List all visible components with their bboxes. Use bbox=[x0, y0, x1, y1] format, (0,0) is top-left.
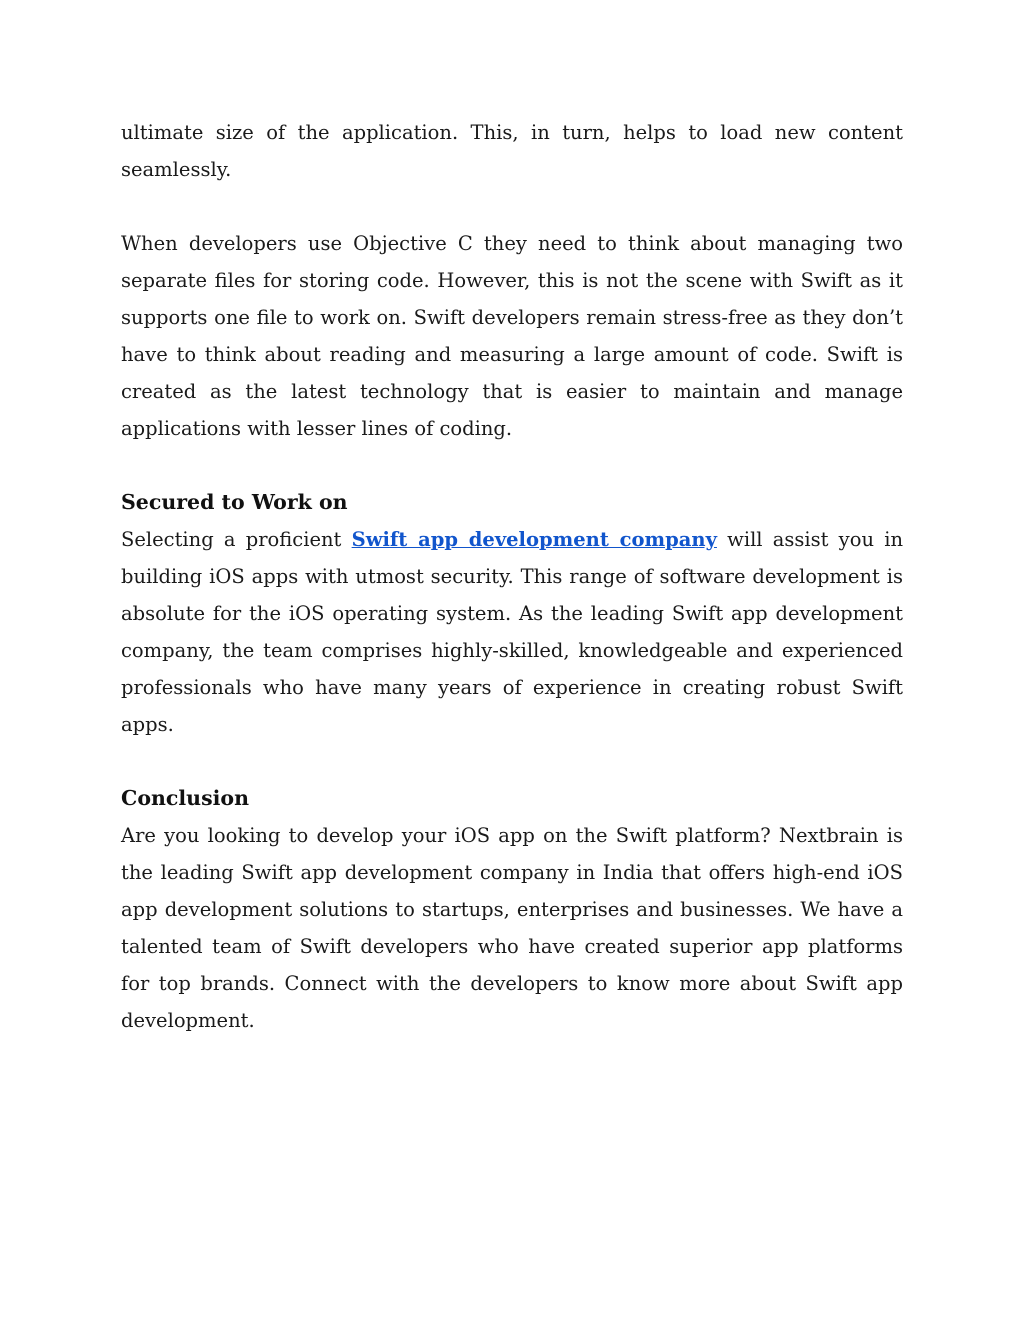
paragraph-secured bbox=[121, 521, 903, 743]
secured-text-after-link: will assist you in building iOS apps with utmost security. This range of software development is absolute for the iOS operating system. As the leading Swift app development company, the team comprises highly-skilled, knowledgeable and experienced professionals who have many years of experience in creating robust Swift apps. bbox=[121, 528, 904, 736]
paragraph-continuation: ultimate size of the application. This, in turn, helps to load new content seamlessly. bbox=[121, 121, 903, 181]
swift-app-development-company-link[interactable]: Swift app development company bbox=[351, 528, 717, 551]
document-page bbox=[121, 114, 903, 1039]
heading-secured-to-work-on: Secured to Work on bbox=[121, 490, 348, 514]
heading-conclusion: Conclusion bbox=[121, 786, 249, 810]
paragraph-conclusion: Are you looking to develop your iOS app on the Swift platform? Nextbrain is the leading Swift app development company in India that offers high-end iOS app development solutions to startups, enterprises and businesses. We have a talented team of Swift developers who have created superior app platforms for top brands. Connect with the developers to know more about Swift app development. bbox=[121, 824, 903, 1032]
paragraph-objective-c: When developers use Objective C they need to think about managing two separate files for storing code. However, this is not the scene with Swift as it supports one file to work on. Swift developers remain stress-free as they don’t have to think about reading and measuring a large amount of code. Swift is created as the latest technology that is easier to maintain and manage applications with lesser lines of coding. bbox=[121, 232, 903, 440]
secured-text-before-link: Selecting a proficient bbox=[121, 528, 352, 551]
